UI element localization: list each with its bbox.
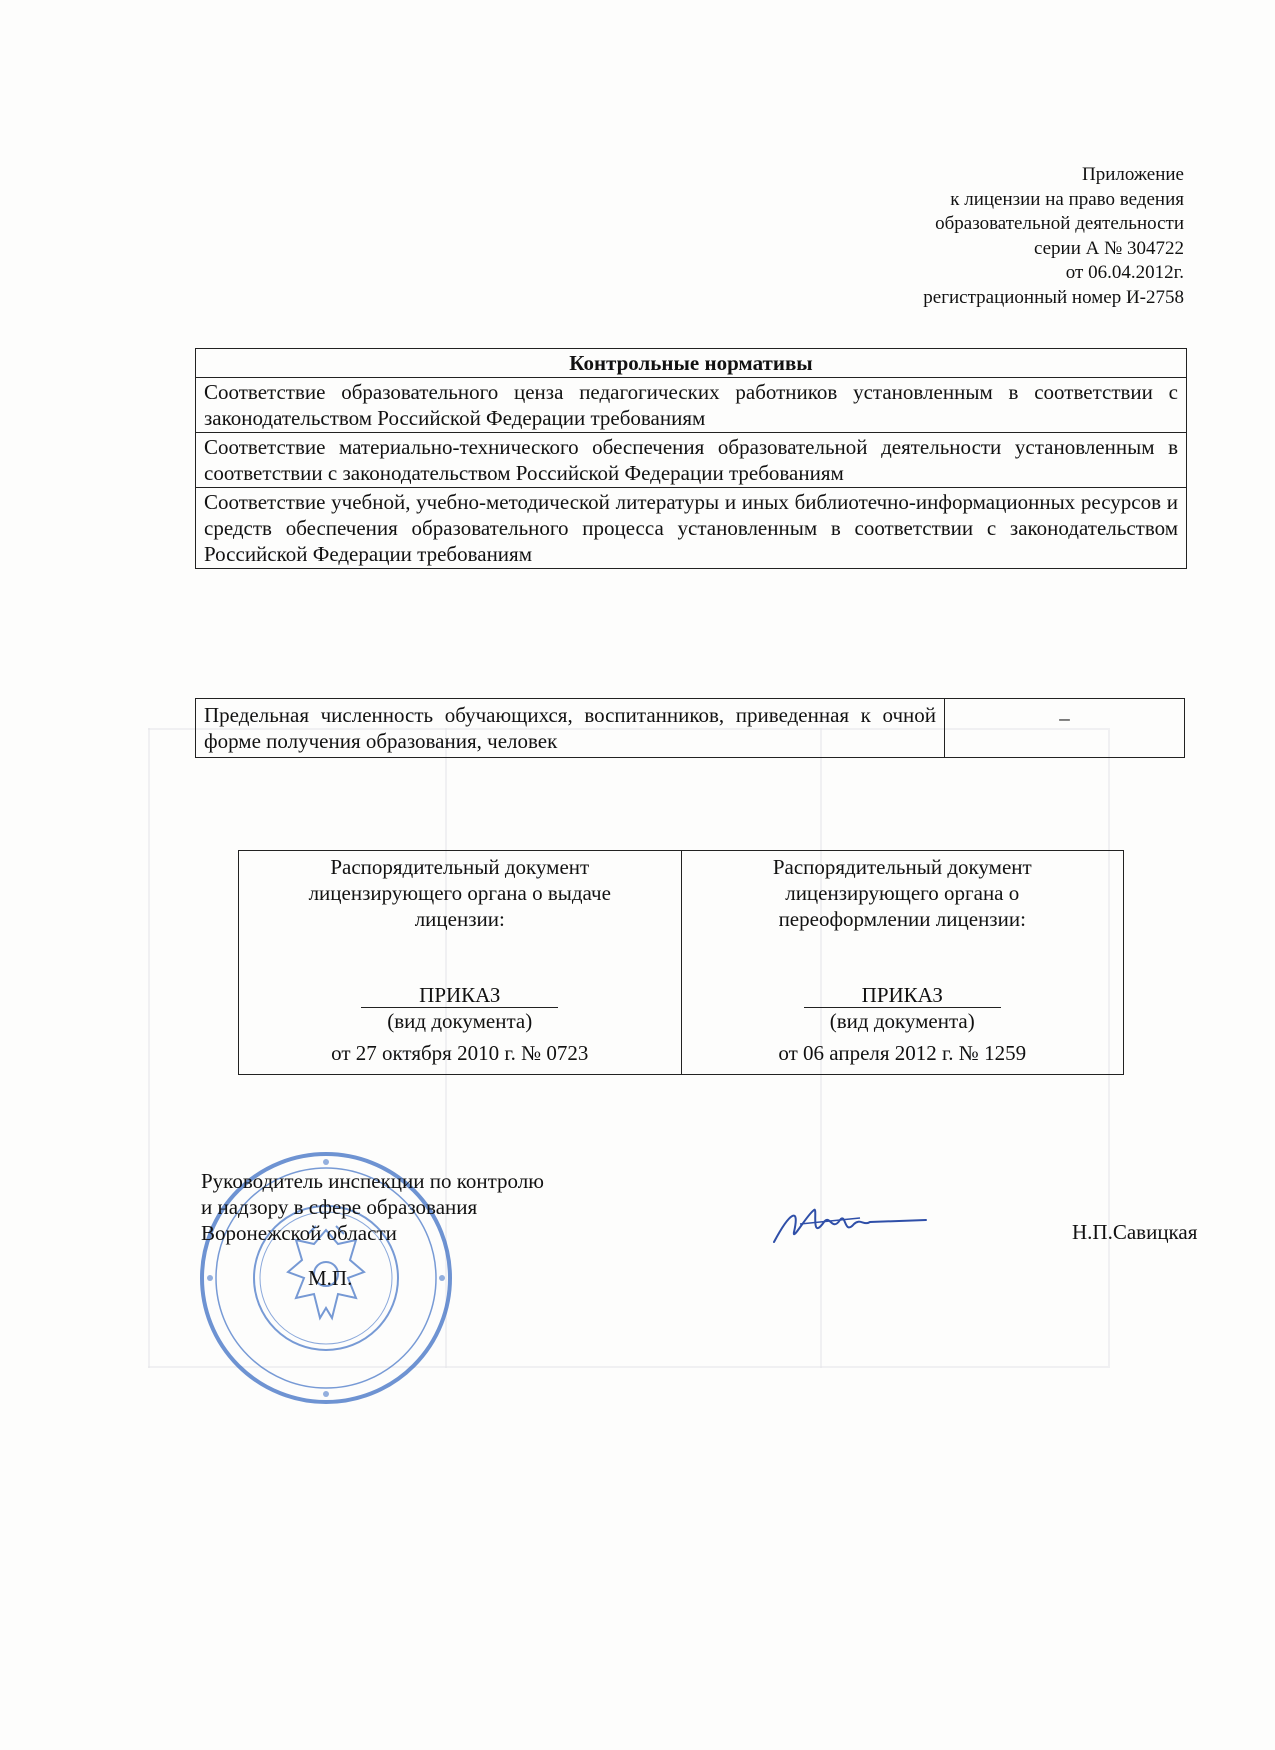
reissue-order-kind-caption: (вид документа) [829, 1009, 975, 1033]
reissue-order-title-1: Распорядительный документ [772, 855, 1032, 879]
signatory-title-3: Воронежской области [201, 1221, 397, 1245]
student-limit-label: Предельная численность обучающихся, воспитанников, приведенная к очной форме получения образования, человек [196, 699, 945, 758]
issue-order-cell [239, 851, 682, 1075]
control-norms-table [195, 348, 1187, 569]
signatory-block [201, 1168, 544, 1246]
table-row [196, 433, 1187, 488]
signatory-name: Н.П.Савицкая [1072, 1220, 1198, 1244]
table-row [196, 488, 1187, 569]
table-row [196, 378, 1187, 433]
control-norm-item: Соответствие учебной, учебно-методической литературы и иных библиотечно-информационных ресурсов и средств обеспечения образовательного процесса установленным в соответствии с законодательством Российской Федерации требованиям [196, 488, 1187, 569]
reissue-order-cell [681, 851, 1124, 1075]
annex-line: от 06.04.2012г. [1065, 262, 1184, 283]
table-row [196, 349, 1187, 378]
annex-line: регистрационный номер И-2758 [923, 286, 1184, 308]
issue-order-kind [245, 982, 675, 1008]
signatory-title-1: Руководитель инспекции по контролю [201, 1169, 544, 1193]
issue-order-title-1: Распорядительный документ [330, 855, 590, 879]
reissue-order-kind-text: ПРИКАЗ [804, 983, 1001, 1008]
table-row [239, 851, 1124, 1075]
annex-line: серии А № 304722 [1033, 237, 1184, 259]
issue-order-title-2: лицензирующего органа о выдаче [308, 881, 611, 905]
control-norm-item: Соответствие материально-технического обеспечения образовательной деятельности установленным в соответствии с законодательством Российской Федерации требованиям [196, 433, 1187, 488]
control-norm-item: Соответствие образовательного ценза педагогических работников установленным в соответствии с законодательством Российской Федерации требованиям [196, 378, 1187, 433]
table-row [196, 699, 1185, 758]
annex-line: к лицензии на право ведения [950, 188, 1184, 210]
student-limit-table [195, 698, 1185, 758]
handwritten-signature-icon [770, 1202, 930, 1252]
reissue-order-title-3: переоформлении лицензии: [778, 907, 1026, 931]
issue-order-date: от 27 октября 2010 г. № 0723 [331, 1041, 589, 1065]
annex-line: образовательной деятельности [935, 213, 1184, 234]
reissue-order-title-2: лицензирующего органа о [785, 881, 1020, 905]
orders-table [238, 850, 1124, 1075]
issue-order-kind-caption: (вид документа) [387, 1009, 533, 1033]
reissue-order-kind [688, 982, 1118, 1008]
student-limit-value: – [945, 699, 1185, 758]
annex-header [923, 163, 1184, 310]
issue-order-title-3: лицензии: [414, 907, 505, 931]
signatory-title-2: и надзору в сфере образования [201, 1195, 478, 1219]
annex-line: Приложение [1082, 164, 1184, 185]
stamp-place-label: М.П. [308, 1266, 353, 1290]
control-norms-header: Контрольные нормативы [196, 349, 1187, 378]
reissue-order-date: от 06 апреля 2012 г. № 1259 [778, 1041, 1027, 1065]
issue-order-kind-text: ПРИКАЗ [361, 983, 558, 1008]
bleed-line [148, 728, 150, 1368]
